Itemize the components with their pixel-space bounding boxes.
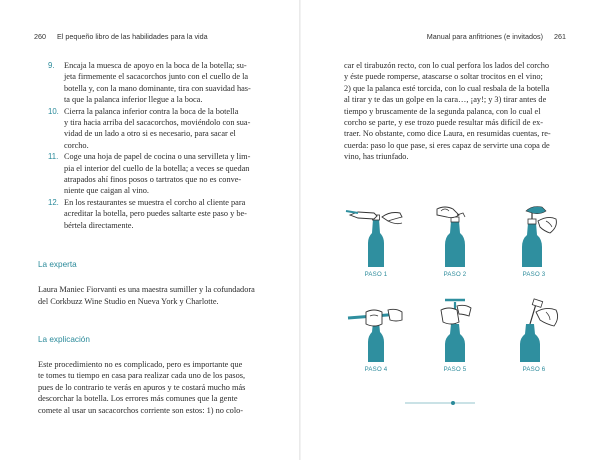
- step-number: 10.: [48, 106, 59, 116]
- expert-text-line: del Corkbuzz Wine Studio en Nueva York y Charlotte.: [38, 296, 219, 306]
- step-text-line: jeta firmemente el sacacorchos junto con el cuello de la: [64, 72, 249, 82]
- step-text-line: pia el interior del cuello de la botella; a veces se quedan: [64, 163, 250, 173]
- continued-text-line: traer. No obstante, como dice Laura, en resumidas cuentas, re-: [344, 129, 551, 139]
- continued-text-line: 2) que la palanca esté torcida, con lo cual resbala de la botella: [344, 83, 550, 93]
- left-page-number: 260: [34, 32, 46, 41]
- explanation-paragraph: [38, 359, 264, 416]
- step-5-caption: PASO 5: [443, 366, 467, 373]
- explanation-heading: La explicación: [38, 334, 90, 344]
- right-running-header: [427, 32, 566, 41]
- step-text-line: y tira hacia arriba del sacacorchos, moviéndolo con sua-: [64, 118, 251, 128]
- figure-step-3: [502, 203, 566, 278]
- decorative-divider: [405, 400, 475, 406]
- corkscrew-steps-figure: [344, 203, 566, 381]
- step-text-line: Coge una hoja de papel de cocina o una servilleta y lim-: [64, 152, 251, 162]
- step-3-illustration: [502, 203, 566, 267]
- continued-text-line: tiempo y bruscamente de la segunda palanca, con lo cual el: [344, 106, 541, 116]
- step-1-illustration: [344, 203, 408, 267]
- step-1-caption: PASO 1: [364, 271, 388, 278]
- right-page: [344, 60, 566, 163]
- book-gutter: [299, 0, 301, 460]
- step-text-line: acreditar la botella, pero puedes saltarte este paso y be-: [64, 209, 247, 219]
- explanation-text-line: comete al usar un sacacorchos corriente son estos: 1) no colo-: [38, 405, 244, 415]
- step-2-illustration: [423, 203, 487, 267]
- step-5-illustration: [423, 298, 487, 362]
- explanation-text-line: Este procedimiento no es complicado, pero es importante que: [38, 359, 243, 369]
- steps-list: [38, 60, 264, 231]
- step-number: 12.: [48, 197, 59, 207]
- step-text-line: vidad de un lado a otro si es necesario, para sacar el: [64, 129, 236, 139]
- continued-text-line: vino, has triunfado.: [344, 152, 409, 162]
- step-text-line: Cierra la palanca inferior contra la boca de la botella: [64, 106, 239, 116]
- continued-paragraph: [344, 60, 566, 163]
- explanation-text-line: te tomes tu tiempo en casa para realizar cada uno de los pasos,: [38, 371, 246, 381]
- explanation-text-line: descorchar la botella. Los errores más comunes que la gente: [38, 394, 238, 404]
- step-text-line: Encaja la muesca de apoyo en la boca de la botella; su-: [64, 61, 247, 70]
- step-4-illustration: [344, 298, 408, 362]
- continued-text-line: corcho se parte, y ese trozo puede resultar más difícil de ex-: [344, 118, 544, 128]
- explanation-text-line: pues de lo contrario te verás en apuros y te costará mucho más: [38, 382, 246, 392]
- expert-text-line: Laura Maniec Fiorvanti es una maestra sumiller y la cofundadora: [38, 285, 255, 295]
- step-text-line: atrapados ahí finos posos o tartratos que no es conve-: [64, 175, 242, 185]
- step-item: [38, 60, 264, 106]
- figure-step-2: [423, 203, 487, 278]
- step-6-caption: PASO 6: [522, 366, 546, 373]
- figure-step-1: [344, 203, 408, 278]
- expert-paragraph: [38, 284, 264, 307]
- left-page: [38, 60, 264, 416]
- step-3-caption: PASO 3: [522, 271, 546, 278]
- step-4-caption: PASO 4: [364, 366, 388, 373]
- left-running-header: [34, 32, 208, 41]
- continued-text-line: cuerda: paso lo que pase, si eres capaz de servirte una copa de: [344, 140, 550, 150]
- expert-heading: La experta: [38, 260, 77, 270]
- figure-step-4: [344, 298, 408, 373]
- right-page-number: 261: [554, 32, 566, 41]
- step-item: [38, 197, 264, 231]
- step-2-caption: PASO 2: [443, 271, 467, 278]
- right-running-title: Manual para anfitriones (e invitados): [426, 32, 543, 41]
- step-6-illustration: [502, 298, 566, 362]
- step-text-line: ta que la palanca inferior llegue a la boca.: [64, 95, 203, 105]
- figure-step-5: [423, 298, 487, 373]
- step-number: 9.: [48, 61, 55, 70]
- step-text-line: En los restaurantes se muestra el corcho al cliente para: [64, 197, 246, 207]
- step-number: 11.: [48, 152, 59, 162]
- continued-text-line: al tirar y te das un golpe en la cara…, ¡ay!; y 3) tirar antes de: [344, 95, 547, 105]
- left-running-title: El pequeño libro de las habilidades para la vida: [57, 32, 208, 41]
- step-text-line: niente que caigan al vino.: [64, 186, 150, 196]
- continued-text-line: car el tirabuzón recto, con lo cual perfora los lados del corcho: [344, 61, 550, 70]
- continued-text-line: y éste puede romperse, atascarse o soltar trocitos en el vino;: [344, 72, 543, 82]
- step-item: [38, 106, 264, 152]
- step-text-line: bértela directamente.: [64, 220, 134, 230]
- step-item: [38, 151, 264, 197]
- figure-step-6: [502, 298, 566, 373]
- step-text-line: botella y, con la mano dominante, tira con suavidad has-: [64, 83, 251, 93]
- step-text-line: corcho.: [64, 140, 89, 150]
